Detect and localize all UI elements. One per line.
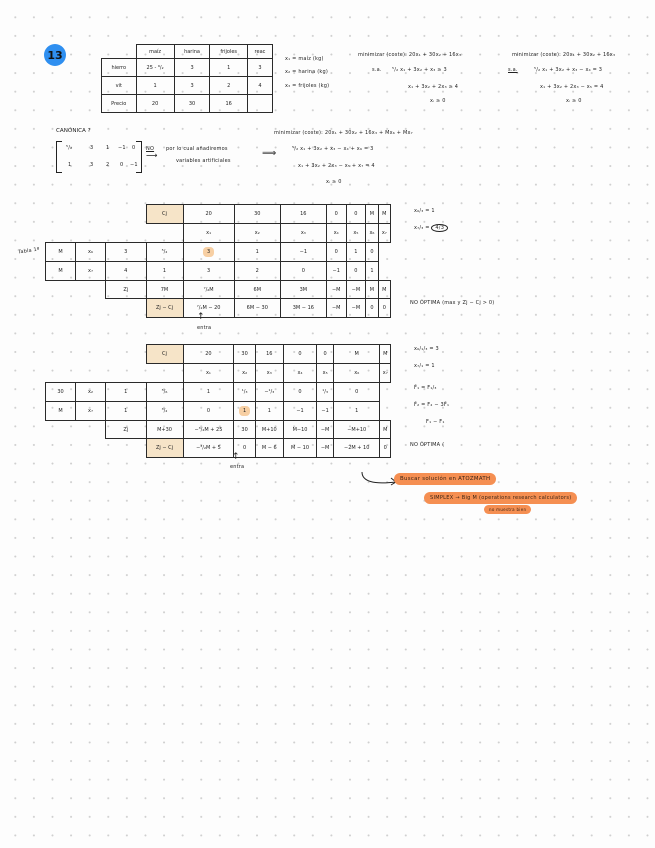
zc-cell: ⁷/₂M − 20 xyxy=(183,299,234,318)
table-cell: 0 xyxy=(333,383,379,402)
zc-cell: −M xyxy=(317,439,334,458)
tabla1-ratio2-label: x₇/₃ = xyxy=(414,225,432,231)
model2-nn: xᵢ ≥ 0 xyxy=(566,98,582,104)
page-badge: 13 xyxy=(44,44,66,66)
empty-cell xyxy=(46,205,76,224)
zj-cell: ⁷/₂M xyxy=(183,281,234,299)
var-cell: x₁ xyxy=(183,364,234,383)
zj-cell: −M xyxy=(346,281,366,299)
empty-cell xyxy=(46,281,76,299)
pivot-cell xyxy=(183,243,234,262)
header-cell: maíz xyxy=(136,45,174,59)
table-cell: 3 xyxy=(174,77,210,95)
table-cell: 1 xyxy=(146,262,183,281)
empty-cell xyxy=(46,439,76,458)
empty-cell xyxy=(76,345,106,364)
empty-cell xyxy=(76,421,106,439)
table-cell: 25 - ⁹/₂ xyxy=(136,59,174,77)
matrix-r2-c4: 0 xyxy=(120,162,124,168)
rhs-cell: 4 xyxy=(106,262,147,281)
model1-c2: x₁ + 3x₂ + 2x₃ ≥ 4 xyxy=(408,84,459,90)
zc-cell: 0 xyxy=(366,299,378,318)
var-def-x1: x₁ = maíz (kg) xyxy=(285,56,324,62)
table-cell: 20 xyxy=(136,95,174,113)
table-cell: 1 xyxy=(333,402,379,421)
empty-cell xyxy=(76,364,106,383)
empty-cell xyxy=(76,439,106,458)
cost-cell: 30 xyxy=(234,345,255,364)
tabla2-op3: F₁ − F₁ xyxy=(426,419,445,425)
row-label: vit xyxy=(102,77,137,95)
table-cell: 1 xyxy=(136,77,174,95)
table-corner xyxy=(102,45,137,59)
empty-cell xyxy=(106,224,147,243)
header-cell: reac xyxy=(247,45,272,59)
model1-st: s.a. xyxy=(372,67,382,73)
table-cell: 3 xyxy=(174,59,210,77)
table-cell: ⁵/₆ xyxy=(146,383,183,402)
matrix-r2-c2: 3 xyxy=(90,162,94,168)
table-cell: ³/₂ xyxy=(146,402,183,421)
table-cell: 1 xyxy=(234,243,280,262)
model2-st: s.a. xyxy=(508,67,518,73)
tabla2-ratio2: x₇/₁ = 1 xyxy=(414,363,435,369)
zc-cell: M − 6 xyxy=(255,439,283,458)
canonica-label: CANÓNICA ? xyxy=(56,128,91,134)
matrix-r2-c1: 1 xyxy=(68,162,72,168)
tabla1-ratio2 xyxy=(414,224,448,232)
table-cell: −1 xyxy=(280,243,326,262)
var-cell: x₂ xyxy=(234,224,280,243)
table-cell: −1 xyxy=(326,262,346,281)
arrow-icon: ⟶ xyxy=(146,151,158,160)
table-cell: 0 xyxy=(280,262,326,281)
empty-cell xyxy=(76,299,106,318)
up-arrow-icon: ↑ xyxy=(232,452,240,462)
empty-cell xyxy=(106,345,147,364)
cost-cell: 20 xyxy=(183,205,234,224)
cost-cell: 0 xyxy=(283,345,317,364)
empty-cell xyxy=(106,205,147,224)
zj-cell: 3M xyxy=(280,281,326,299)
var-def-x2: x₂ = harina (kg) xyxy=(285,69,329,75)
table-cell: −1 xyxy=(283,402,317,421)
var-cell: x₂ xyxy=(234,364,255,383)
table-cell: 2 xyxy=(234,262,280,281)
data-table xyxy=(101,44,273,113)
cost-cell: 0 xyxy=(326,205,346,224)
zj-label: Zj xyxy=(106,281,147,299)
cost-cell: 30 xyxy=(234,205,280,224)
empty-cell xyxy=(76,205,106,224)
zj-cell: 30 xyxy=(234,421,255,439)
var-cell: x₃ xyxy=(280,224,326,243)
empty-cell xyxy=(76,281,106,299)
zj-cell: M−10 xyxy=(283,421,317,439)
table-cell: 1 xyxy=(255,402,283,421)
zc-cell: 0 xyxy=(234,439,255,458)
zc-label: Zj − Cj xyxy=(146,299,183,318)
pivot-cell xyxy=(234,402,255,421)
table-cell: 0 xyxy=(346,262,366,281)
model3-c2: x₁ + 3x₂ + 2x₃ − x₅ + x₇ = 4 xyxy=(298,163,375,169)
table-cell: 0 xyxy=(283,383,317,402)
var-cell: x₇ xyxy=(380,364,391,383)
empty-cell xyxy=(46,364,76,383)
matrix-r2-c3: 2 xyxy=(106,162,110,168)
tabla1-ratio1: x₆/₃ = 1 xyxy=(414,208,435,214)
zj-cell: −M xyxy=(317,421,334,439)
table-cell: −1 xyxy=(317,402,334,421)
basis-cost: M xyxy=(46,262,76,281)
cost-cell: 0 xyxy=(346,205,366,224)
matrix-r2-c5: −1 xyxy=(130,162,138,168)
table-cell xyxy=(247,95,272,113)
zj-cell: M xyxy=(366,281,378,299)
matrix-r1-c2: 3 xyxy=(90,145,94,151)
table-cell: 4 xyxy=(247,77,272,95)
empty-cell xyxy=(106,299,147,318)
row-label: Precio xyxy=(102,95,137,113)
zj-cell: M+30 xyxy=(146,421,183,439)
zc-cell: 0 xyxy=(378,299,390,318)
canonica-no: NO xyxy=(146,146,155,152)
var-cell: x₅ xyxy=(317,364,334,383)
tabla2-ratio1: x₆/₁/₃ = 3 xyxy=(414,346,439,352)
cost-cell: 20 xyxy=(183,345,234,364)
empty-cell xyxy=(106,439,147,458)
zj-label: Zj xyxy=(106,421,147,439)
basis-cost: M xyxy=(46,243,76,262)
table-cell: 0 xyxy=(326,243,346,262)
zc-label: Zj − Cj xyxy=(146,439,183,458)
cost-cell: M xyxy=(380,345,391,364)
canonica-note1: por lo cual añadiremos xyxy=(166,146,228,152)
empty-cell xyxy=(46,345,76,364)
tabla1-ratio2-circled: 4/3 xyxy=(431,224,448,232)
var-cell: x₃ xyxy=(255,364,283,383)
table-cell: 0 xyxy=(366,243,378,262)
var-cell: x₇ xyxy=(378,224,390,243)
var-cell: x₆ xyxy=(333,364,379,383)
zj-cell: M xyxy=(378,281,390,299)
empty-cell xyxy=(76,224,106,243)
basis-cost: 30 xyxy=(46,383,76,402)
var-cell: x₅ xyxy=(346,224,366,243)
cost-cell: M xyxy=(366,205,378,224)
cost-cell: M xyxy=(378,205,390,224)
cj-cell: Cj xyxy=(146,345,183,364)
implies-arrow-icon: ⟹ xyxy=(262,148,277,159)
matrix-r1-c5: 0 xyxy=(132,145,136,151)
model3-nn: xᵢ ≥ 0 xyxy=(326,179,342,185)
model2-c2: x₁ + 3x₂ + 2x₃ − x₅ = 4 xyxy=(540,84,604,90)
empty-cell xyxy=(46,299,76,318)
matrix-r1-c1: ⁵/₂ xyxy=(66,145,73,151)
zj-cell: 6M xyxy=(234,281,280,299)
rhs-cell: 3 xyxy=(106,243,147,262)
zc-cell: 6M − 30 xyxy=(234,299,280,318)
zj-cell: −³/₂M + 25 xyxy=(183,421,234,439)
empty-cell xyxy=(146,364,183,383)
table-cell: 1 xyxy=(346,243,366,262)
model2-c1: ⁵/₂ x₁ + 3x₂ + x₃ − x₄ = 3 xyxy=(534,67,603,73)
empty-cell xyxy=(46,224,76,243)
model3-title: minimizar (coste): 20x₁ + 30x₂ + 16x₃ + Mx₆ + Mx₇ xyxy=(274,130,413,136)
header-cell: frijoles xyxy=(210,45,248,59)
basis-cost: M xyxy=(46,402,76,421)
empty-cell xyxy=(106,364,147,383)
table-cell: ¹/₃ xyxy=(234,383,255,402)
zj-cell: 7M xyxy=(146,281,183,299)
zc-cell: −M xyxy=(326,299,346,318)
table-cell: 30 xyxy=(174,95,210,113)
table-cell: 1 xyxy=(183,383,234,402)
matrix-r1-c3: 1 xyxy=(106,145,110,151)
zj-cell: −M+10 xyxy=(333,421,379,439)
zj-cell: M+10 xyxy=(255,421,283,439)
var-cell: x₄ xyxy=(283,364,317,383)
tabla2 xyxy=(45,344,391,458)
tabla2-op1: F̃₁ = F₁/₃ xyxy=(414,385,437,391)
model1-c1: ⁵/₂ x₁ + 3x₂ + x₃ ≥ 3 xyxy=(392,67,447,73)
callout-main: Buscar solución en ATOZMATH xyxy=(394,473,496,485)
var-cell: x₁ xyxy=(183,224,234,243)
tabla1-entra: entra xyxy=(197,325,212,331)
table-cell: ⁵/₂ xyxy=(146,243,183,262)
table-cell: 3 xyxy=(183,262,234,281)
zc-cell: 0 xyxy=(380,439,391,458)
empty-cell xyxy=(46,421,76,439)
table-cell: ¹/₃ xyxy=(317,383,334,402)
basis-var: x₂ xyxy=(76,383,106,402)
table-cell: 16 xyxy=(210,95,248,113)
model1-nn: xᵢ ≥ 0 xyxy=(430,98,446,104)
matrix-r1-c4: −1 xyxy=(118,145,126,151)
canonica-note2: variables artificiales xyxy=(176,158,231,164)
basis-var: x₆ xyxy=(76,243,106,262)
table-cell: 2 xyxy=(210,77,248,95)
basis-var: x₇ xyxy=(76,262,106,281)
table-cell: 1 xyxy=(366,262,378,281)
pivot-value: 3 xyxy=(203,247,214,257)
callout-small: no muestra bien xyxy=(484,505,531,514)
basis-var: x₇ xyxy=(76,402,106,421)
zj-cell: M xyxy=(380,421,391,439)
table-cell: 1 xyxy=(210,59,248,77)
table-cell: 0 xyxy=(183,402,234,421)
tabla1-side-label: Tabla 1ª xyxy=(17,246,40,256)
zc-cell: −³/₂M + 5 xyxy=(183,439,234,458)
tabla1-no-optima: NO ÓPTIMA (max y Zj − Cj > 0) xyxy=(410,300,495,306)
cost-cell: 16 xyxy=(280,205,326,224)
model3-c1: ⁵/₂ x₁ + 3x₂ + x₃ − x₄ + x₆ = 3 xyxy=(292,146,374,152)
zc-cell: M − 10 xyxy=(283,439,317,458)
zc-cell: −M xyxy=(346,299,366,318)
pivot-value: 1 xyxy=(239,406,250,416)
cost-cell: 0 xyxy=(317,345,334,364)
cost-cell: 16 xyxy=(255,345,283,364)
var-cell: x₄ xyxy=(326,224,346,243)
zc-cell: −2M + 10 xyxy=(333,439,379,458)
var-cell: x₆ xyxy=(366,224,378,243)
tabla1 xyxy=(45,204,391,318)
tabla2-entra: entra xyxy=(230,464,245,470)
cost-cell: M xyxy=(333,345,379,364)
empty-cell xyxy=(146,224,183,243)
rhs-cell: 1 xyxy=(106,383,147,402)
tabla2-no-optima: NO ÓPTIMA ( xyxy=(410,442,445,448)
table-cell: −¹/₃ xyxy=(255,383,283,402)
cj-cell: Cj xyxy=(146,205,183,224)
model1-title: minimizar (coste): 20x₁ + 30x₂ + 16x₃ xyxy=(358,52,462,58)
up-arrow-icon: ↑ xyxy=(197,312,205,322)
callout-sub: SIMPLEX → Big M (operations research calculators) xyxy=(424,492,577,504)
zj-cell: −M xyxy=(326,281,346,299)
table-cell: 3 xyxy=(247,59,272,77)
var-def-x3: x₃ = frijoles (kg) xyxy=(285,83,330,89)
row-label: hierro xyxy=(102,59,137,77)
matrix-bracket-right xyxy=(136,141,142,173)
header-cell: harina xyxy=(174,45,210,59)
model2-title: minimizar (coste): 20x₁ + 30x₂ + 16x₃ xyxy=(512,52,616,58)
tabla2-op2: F̃₂ = F₂ − 3F̃₁ xyxy=(414,402,450,408)
zc-cell: 3M − 16 xyxy=(280,299,326,318)
matrix-bracket-left xyxy=(56,141,62,173)
rhs-cell: 1 xyxy=(106,402,147,421)
